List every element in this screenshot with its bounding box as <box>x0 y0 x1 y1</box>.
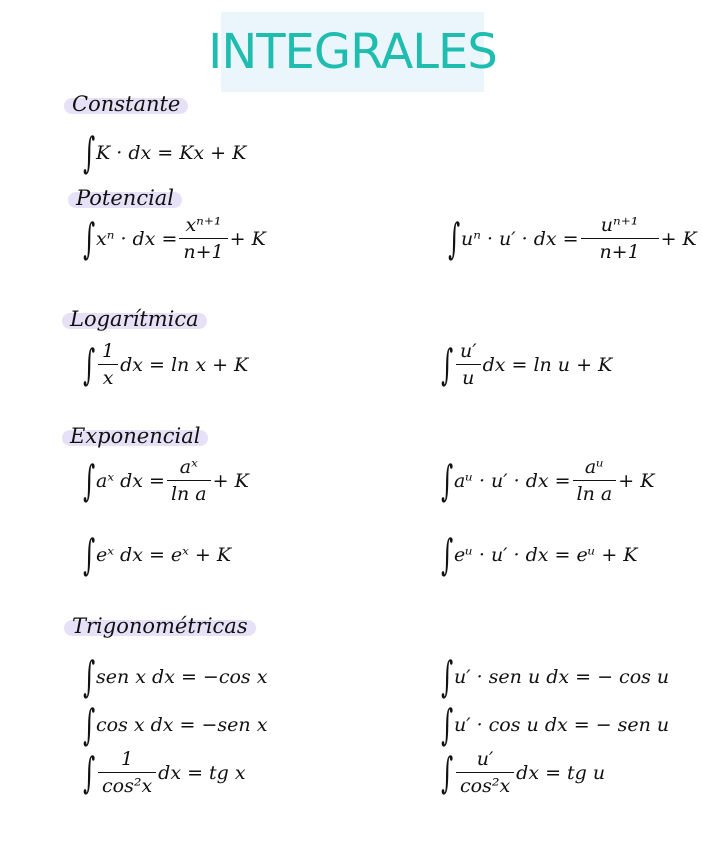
section-logaritmica <box>70 307 199 331</box>
numerator: 1 <box>102 340 115 362</box>
numerator: uⁿ⁺¹ <box>600 214 639 236</box>
fraction <box>169 456 209 505</box>
formula-log-x <box>80 340 248 389</box>
formula-rhs: dx = ln x + K <box>120 353 249 376</box>
denominator: n+1 <box>581 238 659 263</box>
formula-body: eᵘ · u′ · dx = eᵘ + K <box>454 544 638 566</box>
formula-trig-cos <box>80 700 268 749</box>
formula-trig-sen <box>80 652 268 701</box>
fraction <box>100 748 154 797</box>
formula-potencial-x <box>80 214 266 263</box>
page-title: INTEGRALES <box>208 24 497 80</box>
numerator: u′ <box>460 340 477 362</box>
formula-rhs: dx = ln u + K <box>482 353 613 376</box>
section-label: Trigonométricas <box>72 614 248 638</box>
fraction <box>458 748 512 797</box>
formula-lhs: aᵘ · u′ · dx = <box>454 469 571 492</box>
formula-rhs: + K <box>618 469 655 492</box>
integral-symbol: ∫ <box>441 652 454 701</box>
formula-log-u <box>438 340 612 389</box>
formula-exp-a <box>80 456 249 505</box>
section-label: Constante <box>72 92 181 116</box>
formula-constante <box>80 128 247 177</box>
fraction <box>575 456 615 505</box>
section-trigonometricas <box>72 614 248 638</box>
numerator: 1 <box>121 748 134 770</box>
numerator: u′ <box>476 748 494 770</box>
formula-lhs: uⁿ · u′ · dx = <box>461 227 579 250</box>
formula-rhs: + K <box>212 469 249 492</box>
formula-rhs: dx = tg u <box>516 761 606 784</box>
denominator: cos²x <box>98 772 156 797</box>
section-label: Logarítmica <box>70 307 199 331</box>
integral-symbol: ∫ <box>441 339 454 389</box>
integral-symbol: ∫ <box>441 530 454 579</box>
integral-symbol: ∫ <box>83 747 96 797</box>
integral-symbol: ∫ <box>83 128 96 177</box>
integral-symbol: ∫ <box>441 747 454 797</box>
fraction <box>100 340 116 389</box>
formula-trig-cos-u <box>438 700 670 749</box>
denominator: cos²x <box>456 772 514 797</box>
section-label: Exponencial <box>70 424 201 448</box>
integral-symbol: ∫ <box>83 339 96 389</box>
formula-exp-e <box>80 530 232 579</box>
formula-exp-a-u <box>438 456 654 505</box>
formula-exp-e-u <box>438 530 638 579</box>
denominator: x <box>98 364 118 389</box>
section-exponencial <box>70 424 200 448</box>
denominator: ln a <box>167 480 211 505</box>
formula-body: sen x dx = −cos x <box>96 666 268 688</box>
integral-symbol: ∫ <box>83 213 96 263</box>
integral-symbol: ∫ <box>83 455 96 505</box>
integral-symbol: ∫ <box>441 455 454 505</box>
formula-trig-tg-u <box>438 748 605 797</box>
title-box <box>208 12 497 92</box>
formula-body: K · dx = Kx + K <box>96 142 247 164</box>
integral-symbol: ∫ <box>83 700 96 749</box>
fraction <box>583 214 657 263</box>
section-potencial <box>76 186 174 210</box>
section-constante <box>72 92 180 116</box>
formula-body: eˣ dx = eˣ + K <box>96 544 232 566</box>
numerator: xⁿ⁺¹ <box>185 214 222 236</box>
formula-body: u′ · sen u dx = − cos u <box>454 666 670 688</box>
formula-potencial-u <box>445 214 697 263</box>
integral-symbol: ∫ <box>83 652 96 701</box>
integral-symbol: ∫ <box>441 700 454 749</box>
integral-symbol: ∫ <box>83 530 96 579</box>
formula-trig-sen-u <box>438 652 670 701</box>
formula-body: u′ · cos u dx = − sen u <box>454 714 670 736</box>
formula-rhs: dx = tg x <box>158 761 246 784</box>
formula-body: cos x dx = −sen x <box>96 714 268 736</box>
denominator: u <box>456 364 481 389</box>
formula-trig-tg <box>80 748 246 797</box>
section-label: Potencial <box>76 186 175 210</box>
formula-rhs: + K <box>660 227 697 250</box>
fraction <box>458 340 479 389</box>
denominator: ln a <box>573 480 617 505</box>
formula-rhs: + K <box>229 227 266 250</box>
numerator: aᵘ <box>584 456 604 478</box>
fraction <box>181 214 225 263</box>
integral-symbol: ∫ <box>448 213 461 263</box>
denominator: n+1 <box>179 238 227 263</box>
numerator: aˣ <box>179 456 198 478</box>
formula-lhs: xⁿ · dx = <box>96 227 178 250</box>
formula-lhs: aˣ dx = <box>96 469 165 492</box>
